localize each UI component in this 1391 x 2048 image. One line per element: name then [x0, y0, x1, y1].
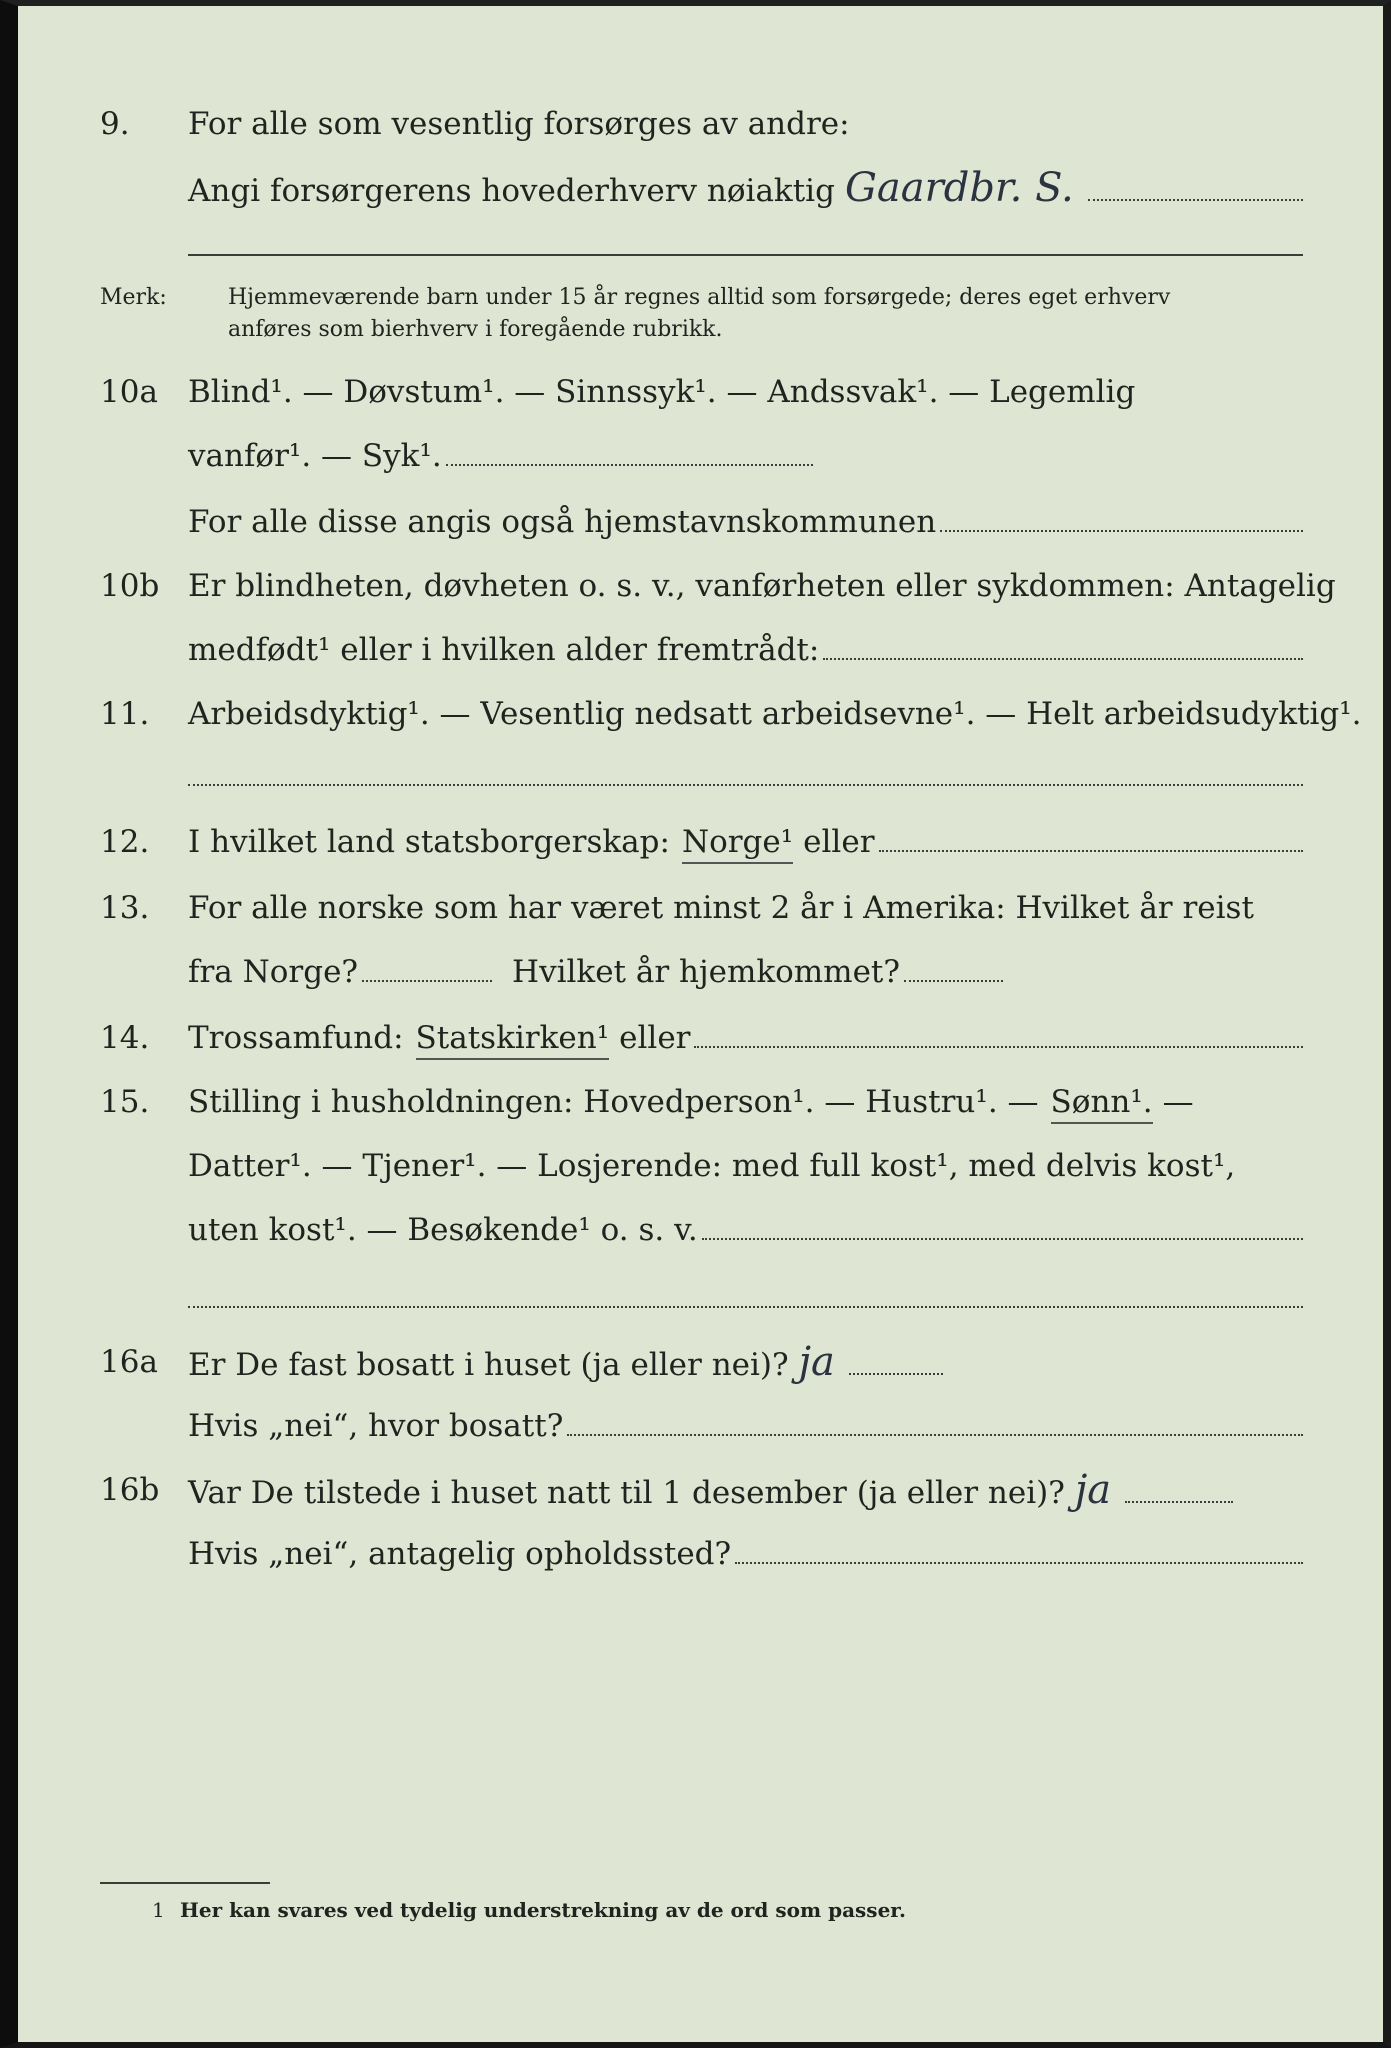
q9-label: Angi forsørgerens hovederhverv nøiaktig [188, 173, 835, 209]
q16b-answer-line [1125, 1477, 1233, 1503]
q15-extra-line [188, 1306, 1303, 1308]
q13-hjemkommet-label: Hvilket år hjemkommet? [512, 954, 901, 990]
q9-number: 9. [100, 106, 130, 142]
q15-options-cont[interactable]: Datter¹. — Tjener¹. — Losjerende: med full kost¹, med delvis kost¹, [188, 1148, 1236, 1184]
q9-answer-line [1088, 175, 1303, 201]
q11-line [188, 784, 1303, 786]
q14-line [694, 1022, 1303, 1048]
q16b-number: 16b [100, 1472, 160, 1508]
q10a-options[interactable]: Blind¹. — Døvstum¹. — Sinnssyk¹. — Andssvak¹. — Legemlig [188, 374, 1136, 410]
q13-hjemkommet-line [904, 956, 1003, 982]
q12-norge-underlined[interactable]: Norge¹ [682, 822, 793, 864]
q10b-number: 10b [100, 568, 160, 604]
q10b-question: Er blindheten, døvheten o. s. v., vanførheten eller sykdommen: Antagelig [188, 568, 1336, 604]
q12-question: I hvilket land statsborgerskap: [188, 824, 670, 860]
merk-line-2: anføres som bierhverv i foregående rubrikk. [228, 317, 723, 342]
q15-options-end[interactable]: uten kost¹. — Besøkende¹ o. s. v. [188, 1212, 698, 1248]
q16a-followup: Hvis „nei“, hvor bosatt? [188, 1408, 564, 1444]
q10a-line [446, 440, 813, 466]
q10b-question-cont: medfødt¹ eller i hvilken alder fremtrådt: [188, 632, 820, 668]
q15-sonn-underlined[interactable]: Sønn¹. [1051, 1082, 1153, 1124]
merk-line-1: Hjemmeværende barn under 15 år regnes alltid som forsørgede; deres eget erhverv [228, 285, 1171, 310]
q16a-answer-handwritten[interactable]: ja [798, 1339, 835, 1385]
q13-reist-label: fra Norge? [188, 954, 359, 990]
q16a-answer-line [849, 1349, 943, 1375]
q16b-followup-line [735, 1538, 1303, 1564]
q9-answer-handwritten[interactable]: Gaardbr. S. [844, 165, 1074, 211]
footnote-text: Her kan svares ved tydelig understrekning av de ord som passer. [180, 1898, 906, 1922]
q14-statskirken-underlined[interactable]: Statskirken¹ [416, 1018, 610, 1060]
q11-number: 11. [100, 696, 150, 732]
q10a-options-cont[interactable]: vanfør¹. — Syk¹. [188, 438, 442, 474]
footnote-mark: 1 [152, 1898, 165, 1922]
q10a-number: 10a [100, 374, 158, 410]
q16b-followup: Hvis „nei“, antagelig opholdssted? [188, 1536, 732, 1572]
q11-options[interactable]: Arbeidsdyktig¹. — Vesentlig nedsatt arbeidsevne¹. — Helt arbeidsudyktig¹. [188, 696, 1362, 732]
q14-number: 14. [100, 1020, 150, 1056]
q13-question: For alle norske som har været minst 2 år i Amerika: Hvilket år reist [188, 890, 1254, 926]
q16a-number: 16a [100, 1344, 158, 1380]
q10a-hjemstavn-label: For alle disse angis også hjemstavnskommunen [188, 504, 937, 540]
q12-number: 12. [100, 824, 150, 860]
q10b-line [823, 634, 1303, 660]
q14-eller: eller [619, 1020, 691, 1056]
q13-reist-line [362, 956, 492, 982]
q10a-hjemstavn-line [940, 506, 1303, 532]
q9-separator [188, 254, 1303, 256]
q15-dash: — [1162, 1084, 1194, 1120]
q13-number: 13. [100, 890, 150, 926]
q12-eller: eller [803, 824, 875, 860]
q15-number: 15. [100, 1084, 150, 1120]
q15-options[interactable]: Stilling i husholdningen: Hovedperson¹. — Hustru¹. — [188, 1084, 1039, 1120]
q16b-answer-handwritten[interactable]: ja [1074, 1467, 1112, 1513]
q16b-question: Var De tilstede i huset natt til 1 desember (ja eller nei)? [188, 1475, 1065, 1511]
q15-line [702, 1214, 1303, 1240]
q14-label: Trossamfund: [188, 1020, 404, 1056]
q16a-followup-line [567, 1410, 1303, 1436]
q12-line [879, 826, 1303, 852]
q16a-question: Er De fast bosatt i huset (ja eller nei)? [188, 1347, 789, 1383]
q9-question: For alle som vesentlig forsørges av andre: [188, 106, 850, 142]
merk-label: Merk: [100, 285, 167, 310]
footnote-rule [100, 1882, 270, 1884]
